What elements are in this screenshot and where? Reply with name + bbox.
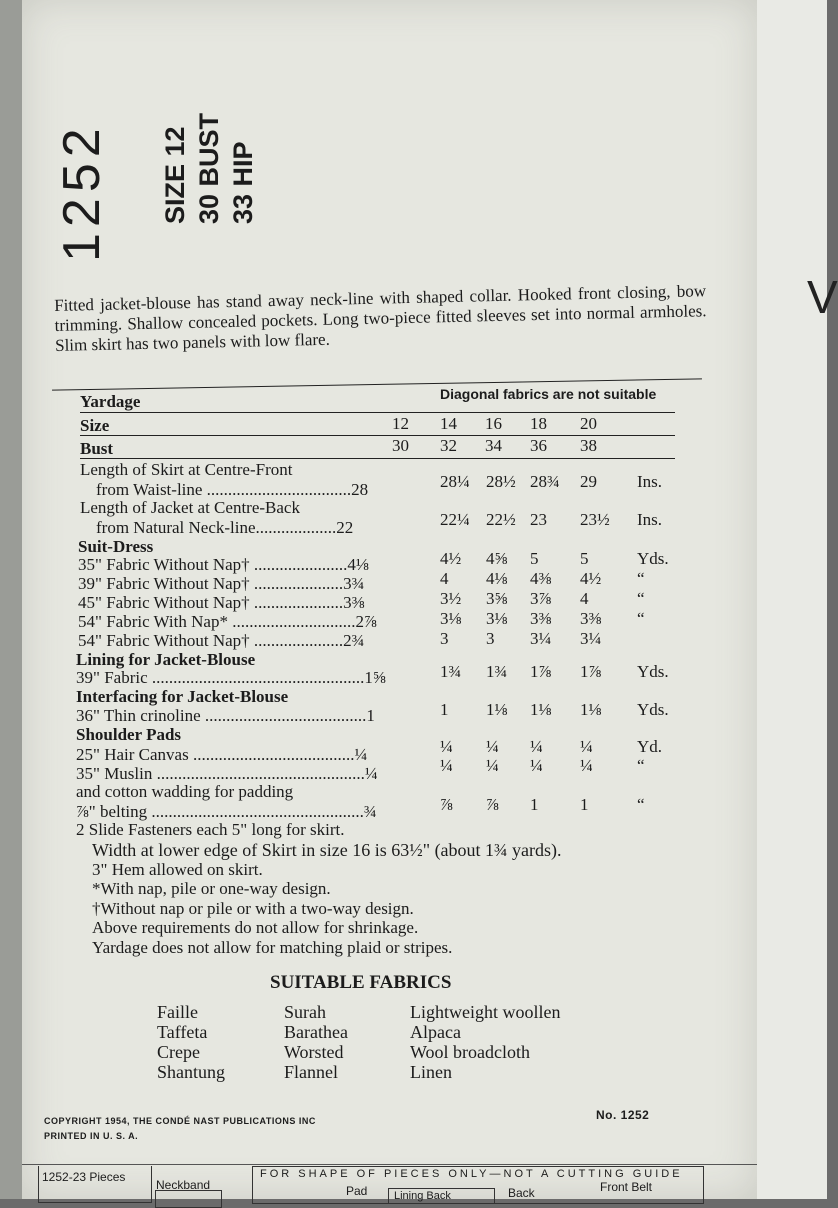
bust-value: 30 [392, 436, 409, 455]
skirt-length-value: 28½ [486, 472, 516, 491]
interfacing-row-unit: Yds. [637, 700, 669, 719]
shape-note: FOR SHAPE OF PIECES ONLY—NOT A CUTTING GUIDE [260, 1168, 683, 1180]
suit-dress-row-value: 5 [530, 549, 539, 568]
skirt-length-line2: from Waist-line ..................................28 [96, 480, 369, 499]
shoulder-row-unit: Yd. [637, 737, 663, 756]
shoulder-row-label: 35" Muslin .................................................¼ [76, 764, 378, 783]
suit-dress-row-value: 4⅛ [486, 569, 508, 588]
fabric-item: Faille [157, 1002, 198, 1022]
left-background-strip [0, 0, 22, 1199]
suit-dress-row-label: 45" Fabric Without Nap† .....................3⅜ [78, 593, 365, 612]
suit-dress-row-label: 39" Fabric Without Nap† .....................3¾ [78, 574, 365, 593]
bust-value: 32 [440, 436, 457, 455]
back-label: Back [508, 1186, 535, 1200]
fabric-item: Crepe [157, 1042, 200, 1062]
size-value: 18 [530, 414, 547, 433]
skirt-length-unit: Ins. [637, 472, 663, 491]
lining-row-value: 1¾ [440, 662, 462, 681]
suit-dress-row-value: 3 [440, 629, 449, 648]
lining-row-unit: Yds. [637, 662, 669, 681]
interfacing-row-value: 1⅛ [530, 700, 552, 719]
copyright-line: COPYRIGHT 1954, THE CONDÉ NAST PUBLICATIONS INC [44, 1116, 316, 1126]
suit-dress-row-value: 4⅜ [530, 569, 552, 588]
belting-row-value: 1 [580, 795, 589, 814]
right-background [757, 0, 838, 1199]
pad-label: Pad [346, 1184, 368, 1198]
interfacing-row-label: 36" Thin crinoline ......................................1 [76, 706, 375, 725]
shoulder-row-value: ¼ [440, 737, 453, 756]
fabric-item: Linen [410, 1062, 452, 1082]
jacket-length-value: 23½ [580, 510, 610, 529]
jacket-length-line1: Length of Jacket at Centre-Back [80, 498, 300, 517]
suit-dress-row-unit: “ [637, 609, 645, 628]
interfacing-heading: Interfacing for Jacket-Blouse [76, 687, 289, 706]
suit-dress-row-value: 3 [486, 629, 495, 648]
yardage-heading: Yardage [80, 392, 141, 411]
skirt-length-line1: Length of Skirt at Centre-Front [80, 460, 293, 479]
lining-row-value: 1¾ [486, 662, 508, 681]
pattern-no-label: No. 1252 [596, 1108, 650, 1122]
suit-dress-row-value: 4⅝ [486, 549, 508, 568]
garment-description: Fitted jacket-blouse has stand away neck-line with shaped collar. Hooked front closing, bow trimming. Shallow concealed pockets. Long two-piece fitted sleeves set into normal armholes. Slim skirt has two panels with low flare. [54, 281, 707, 355]
wadding-line: and cotton wadding for padding [76, 782, 294, 801]
jacket-length-line2: from Natural Neck-line...................22 [96, 518, 354, 537]
note-line: 3" Hem allowed on skirt. [92, 859, 263, 879]
belting-row-label: ⅞" belting ..................................................¾ [76, 802, 377, 821]
size-value: 20 [580, 414, 597, 433]
edge-letter: V [807, 271, 838, 323]
suit-dress-row-value: 4 [440, 569, 449, 588]
shoulder-row-value: ¼ [486, 756, 499, 775]
fabric-item: Worsted [284, 1042, 344, 1062]
suit-dress-row-value: 3¼ [580, 629, 602, 648]
suit-dress-row-value: 3¼ [530, 629, 552, 648]
belting-row-value: ⅞ [486, 795, 499, 814]
belting-row-unit: “ [637, 795, 645, 814]
jacket-length-unit: Ins. [637, 510, 663, 529]
interfacing-row-value: 1⅛ [486, 700, 508, 719]
skirt-length-value: 28¼ [440, 472, 470, 491]
note-line: Above requirements do not allow for shrinkage. [92, 918, 419, 937]
suit-dress-row-value: 4½ [580, 569, 602, 588]
pattern-number: 1252 [53, 122, 111, 262]
suit-dress-row-label: 35" Fabric Without Nap† ......................4⅛ [78, 555, 369, 574]
size-value: 14 [440, 414, 457, 433]
shoulder-row-value: ¼ [486, 737, 499, 756]
suit-dress-row-value: 3⅛ [440, 609, 462, 628]
lining-row-value: 1⅞ [530, 662, 552, 681]
bust-value: 34 [485, 436, 502, 455]
suit-dress-row-value: 3⅛ [486, 609, 508, 628]
suit-dress-row-value: 4½ [440, 549, 462, 568]
lining-row-label: 39" Fabric ..................................................1⅝ [76, 668, 386, 687]
jacket-length-value: 22½ [486, 510, 516, 529]
fabric-item: Barathea [284, 1022, 348, 1042]
size-value: 12 [392, 414, 409, 433]
belting-row-value: 1 [530, 795, 539, 814]
shoulder-row-value: ¼ [440, 756, 453, 775]
fabric-item: Lightweight woollen [410, 1002, 561, 1022]
shoulder-row-value: ¼ [580, 756, 593, 775]
suit-dress-row-unit: Yds. [637, 549, 669, 568]
skirt-length-value: 29 [580, 472, 597, 491]
size-row-label: Size [80, 416, 110, 435]
fabric-item: Surah [284, 1002, 326, 1022]
suit-dress-row-value: 3½ [440, 589, 462, 608]
suit-dress-row-unit: “ [637, 569, 645, 588]
fasteners-line: 2 Slide Fasteners each 5" long for skirt. [76, 820, 345, 839]
suit-dress-row-value: 5 [580, 549, 589, 568]
suit-dress-row-unit: “ [637, 589, 645, 608]
suit-dress-heading: Suit-Dress [78, 537, 154, 556]
jacket-length-value: 23 [530, 510, 547, 529]
bust-value: 36 [530, 436, 547, 455]
fabric-item: Flannel [284, 1062, 338, 1082]
interfacing-row-value: 1 [440, 700, 449, 719]
suitable-fabrics-heading: SUITABLE FABRICS [270, 972, 452, 993]
shoulder-row-value: ¼ [580, 737, 593, 756]
size-value: 16 [485, 414, 502, 433]
note-line: Width at lower edge of Skirt in size 16 is 63½" (about 1¾ yards). [92, 840, 562, 860]
note-line: †Without nap or pile or with a two-way design. [92, 898, 414, 918]
fabric-item: Taffeta [157, 1022, 208, 1042]
suit-dress-row-value: 3⅞ [530, 589, 552, 608]
lining-heading: Lining for Jacket-Blouse [76, 650, 256, 669]
lining-row-value: 1⅞ [580, 662, 602, 681]
suit-dress-row-value: 4 [580, 589, 589, 608]
belting-row-value: ⅞ [440, 795, 453, 814]
note-line: Yardage does not allow for matching plaid or stripes. [92, 937, 453, 957]
shoulder-row-unit: “ [637, 756, 645, 775]
shoulder-row-value: ¼ [530, 737, 543, 756]
neckband-label: Neckband [156, 1178, 211, 1192]
fabric-item: Alpaca [410, 1022, 461, 1042]
suit-dress-row-label: 54" Fabric Without Nap† .....................2¾ [78, 631, 365, 650]
interfacing-row-value: 1⅛ [580, 700, 602, 719]
shoulder-row-value: ¼ [530, 756, 543, 775]
bust-row-label: Bust [80, 439, 114, 458]
jacket-length-value: 22¼ [440, 510, 470, 529]
fabric-item: Shantung [157, 1062, 226, 1082]
pieces-count: 1252-23 Pieces [42, 1170, 126, 1184]
suit-dress-row-label: 54" Fabric With Nap* .............................2⅞ [78, 612, 377, 631]
suit-dress-row-value: 3⅜ [580, 609, 602, 628]
shoulder-pads-heading: Shoulder Pads [76, 725, 182, 744]
bust-value: 38 [580, 436, 597, 455]
printed-line: PRINTED IN U. S. A. [44, 1131, 139, 1141]
note-line: *With nap, pile or one-way design. [92, 879, 331, 898]
size-label: SIZE 12 30 BUST 33 HIP [160, 112, 258, 224]
shoulder-row-label: 25" Hair Canvas ......................................¼ [76, 745, 368, 764]
suit-dress-row-value: 3⅝ [486, 589, 508, 608]
suit-dress-row-value: 3⅜ [530, 609, 552, 628]
lining-back-label: Lining Back [394, 1190, 451, 1202]
skirt-length-value: 28¾ [530, 472, 560, 491]
front-belt-label: Front Belt [600, 1180, 653, 1194]
diagonal-note: Diagonal fabrics are not suitable [440, 386, 657, 402]
fabric-item: Wool broadcloth [410, 1042, 531, 1062]
